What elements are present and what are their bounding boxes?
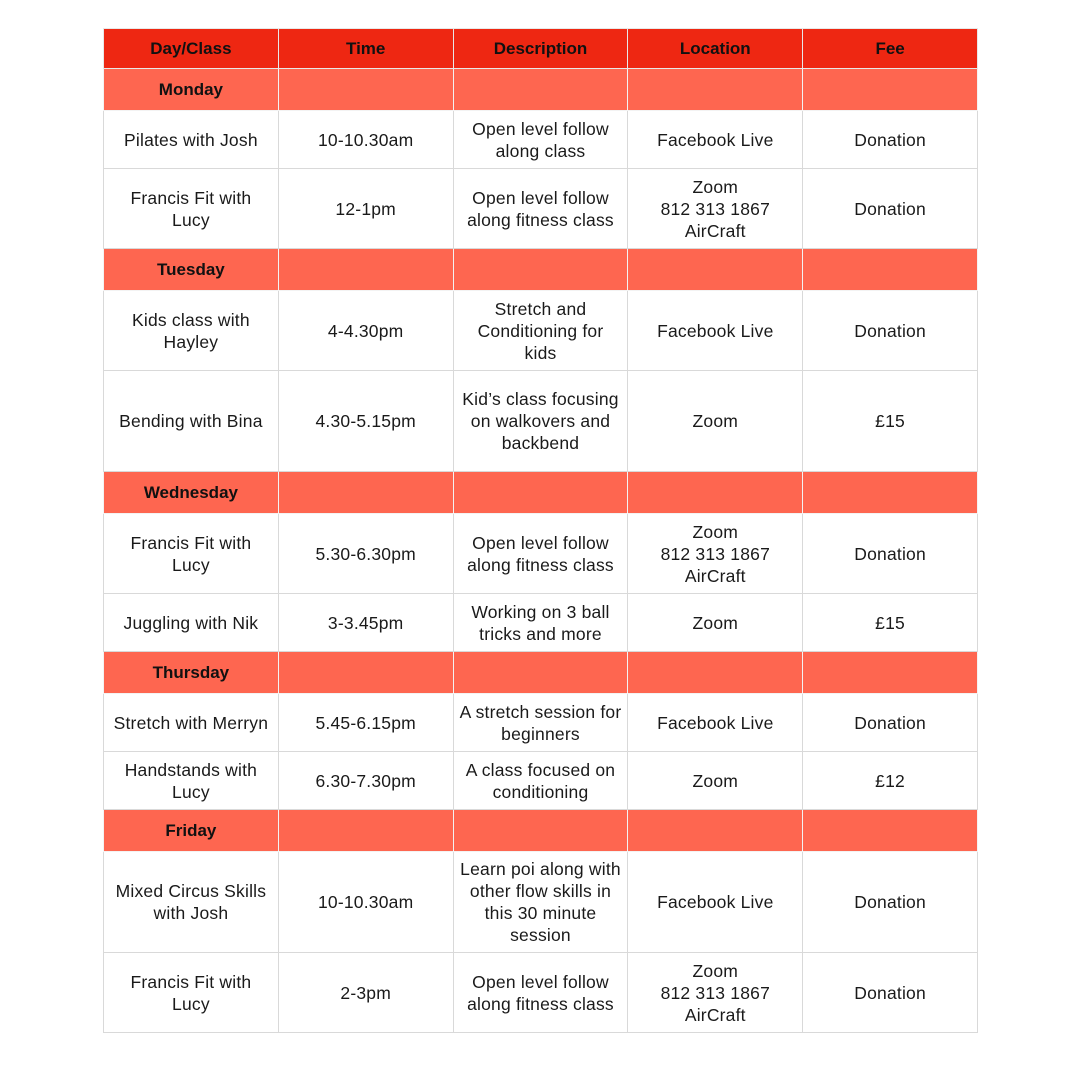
day-row: [104, 810, 978, 852]
class-row: [104, 514, 978, 594]
day-row-empty-cell: [628, 69, 803, 111]
class-time-cell: 2-3pm: [278, 953, 453, 1033]
location-line: AirCraft: [684, 1004, 746, 1025]
header-fee: Fee: [803, 29, 978, 69]
class-description-cell: Kid’s class focusing on walkovers and backbend: [453, 371, 628, 472]
class-location-cell: [628, 594, 803, 652]
class-row: [104, 111, 978, 169]
location-line: Facebook Live: [657, 892, 774, 912]
day-row-empty-cell: [278, 472, 453, 514]
class-name-cell: Handstands with Lucy: [104, 752, 279, 810]
class-time-cell: 4.30-5.15pm: [278, 371, 453, 472]
class-name-cell: Francis Fit with Lucy: [104, 953, 279, 1033]
class-row: [104, 291, 978, 371]
day-label: Thursday: [104, 652, 279, 694]
location-line: Facebook Live: [657, 320, 774, 341]
location-line: Zoom: [692, 612, 739, 633]
class-row: [104, 371, 978, 472]
location-line: 812 313 1867: [660, 982, 771, 1003]
class-location-cell: [628, 752, 803, 810]
day-row-empty-cell: [453, 249, 628, 291]
day-row: [104, 249, 978, 291]
day-row-empty-cell: [628, 810, 803, 852]
location-line: Zoom: [692, 521, 739, 542]
class-location-cell: [628, 291, 803, 371]
class-description-cell: Open level follow along fitness class: [453, 169, 628, 249]
header-row: [104, 29, 978, 69]
class-location-cell: [628, 514, 803, 594]
header-location: Location: [628, 29, 803, 69]
class-location-cell: [628, 169, 803, 249]
day-row-empty-cell: [453, 652, 628, 694]
day-row-empty-cell: [453, 69, 628, 111]
class-description-cell: Stretch and Conditioning for kids: [453, 291, 628, 371]
class-name-cell: Bending with Bina: [104, 371, 279, 472]
day-label: Friday: [104, 810, 279, 852]
location-line: 812 313 1867: [660, 198, 771, 219]
day-row-empty-cell: [278, 652, 453, 694]
location-line: Facebook Live: [657, 712, 774, 733]
day-row: [104, 472, 978, 514]
class-time-cell: 10-10.30am: [278, 111, 453, 169]
day-row-empty-cell: [803, 652, 978, 694]
class-time-cell: 4-4.30pm: [278, 291, 453, 371]
day-row-empty-cell: [628, 472, 803, 514]
class-location-cell: [628, 852, 803, 953]
day-label: Monday: [104, 69, 279, 111]
location-line: Zoom: [692, 411, 739, 431]
class-fee-cell: Donation: [803, 953, 978, 1033]
location-line: Facebook Live: [657, 129, 774, 150]
class-time-cell: 10-10.30am: [278, 852, 453, 953]
day-row: [104, 69, 978, 111]
class-name-cell: Pilates with Josh: [104, 111, 279, 169]
class-name-cell: Francis Fit with Lucy: [104, 169, 279, 249]
table-body: [104, 69, 978, 1033]
location-line: Zoom: [692, 960, 739, 981]
day-label: Tuesday: [104, 249, 279, 291]
class-row: [104, 594, 978, 652]
class-location-cell: [628, 111, 803, 169]
class-fee-cell: Donation: [803, 694, 978, 752]
class-name-cell: Mixed Circus Skills with Josh: [104, 852, 279, 953]
class-fee-cell: £15: [803, 594, 978, 652]
class-time-cell: 3-3.45pm: [278, 594, 453, 652]
day-row-empty-cell: [453, 472, 628, 514]
class-description-cell: Working on 3 ball tricks and more: [453, 594, 628, 652]
class-time-cell: 6.30-7.30pm: [278, 752, 453, 810]
class-row: [104, 953, 978, 1033]
class-name-cell: Juggling with Nik: [104, 594, 279, 652]
class-description-cell: Open level follow along fitness class: [453, 514, 628, 594]
class-fee-cell: Donation: [803, 852, 978, 953]
class-row: [104, 752, 978, 810]
class-fee-cell: Donation: [803, 514, 978, 594]
day-row-empty-cell: [803, 472, 978, 514]
class-fee-cell: Donation: [803, 111, 978, 169]
class-row: [104, 694, 978, 752]
table-header: [104, 29, 978, 69]
class-description-cell: Open level follow along class: [453, 111, 628, 169]
class-name-cell: Francis Fit with Lucy: [104, 514, 279, 594]
class-fee-cell: Donation: [803, 291, 978, 371]
class-row: [104, 852, 978, 953]
header-description: Description: [453, 29, 628, 69]
location-line: 812 313 1867: [660, 543, 771, 564]
class-name-cell: Kids class with Hayley: [104, 291, 279, 371]
day-label: Wednesday: [104, 472, 279, 514]
class-fee-cell: £12: [803, 752, 978, 810]
header-time: Time: [278, 29, 453, 69]
class-fee-cell: £15: [803, 371, 978, 472]
day-row-empty-cell: [453, 810, 628, 852]
class-name-cell: Stretch with Merryn: [104, 694, 279, 752]
location-line: Zoom: [692, 770, 739, 791]
class-description-cell: A class focused on conditioning: [453, 752, 628, 810]
class-fee-cell: Donation: [803, 169, 978, 249]
location-line: Zoom: [692, 176, 739, 197]
day-row: [104, 652, 978, 694]
class-schedule-table: [103, 28, 978, 1033]
class-time-cell: 5.45-6.15pm: [278, 694, 453, 752]
class-description-cell: Open level follow along fitness class: [453, 953, 628, 1033]
day-row-empty-cell: [628, 249, 803, 291]
class-location-cell: [628, 371, 803, 472]
header-day-class: Day/Class: [104, 29, 279, 69]
day-row-empty-cell: [803, 810, 978, 852]
day-row-empty-cell: [628, 652, 803, 694]
day-row-empty-cell: [278, 69, 453, 111]
class-location-cell: [628, 694, 803, 752]
day-row-empty-cell: [278, 810, 453, 852]
class-description-cell: Learn poi along with other flow skills in this 30 minute session: [453, 852, 628, 953]
class-row: [104, 169, 978, 249]
day-row-empty-cell: [278, 249, 453, 291]
class-time-cell: 12-1pm: [278, 169, 453, 249]
class-time-cell: 5.30-6.30pm: [278, 514, 453, 594]
day-row-empty-cell: [803, 249, 978, 291]
location-line: AirCraft: [684, 565, 746, 586]
day-row-empty-cell: [803, 69, 978, 111]
class-location-cell: [628, 953, 803, 1033]
class-description-cell: A stretch session for beginners: [453, 694, 628, 752]
location-line: AirCraft: [684, 220, 746, 241]
